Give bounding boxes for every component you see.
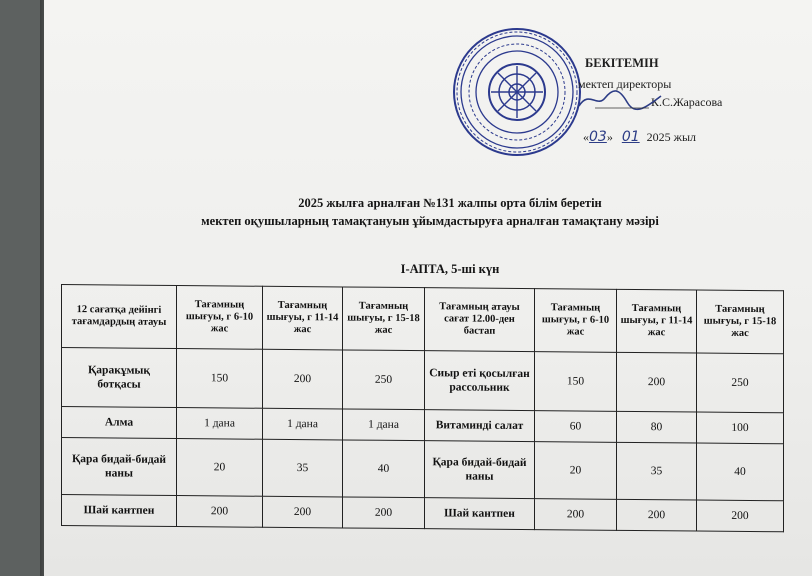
- portion-cell: 200: [617, 352, 697, 412]
- portion-cell: 100: [697, 412, 784, 444]
- portion-cell: 20: [177, 439, 263, 497]
- portion-cell: 80: [617, 411, 697, 443]
- morning-dish: Алма: [62, 407, 177, 439]
- portion-cell: 1 дана: [263, 408, 343, 440]
- table-row: [62, 438, 784, 501]
- portion-cell: 200: [535, 499, 617, 531]
- table-row: [62, 348, 784, 413]
- header-cell: 12 сағатқа дейінгі тағамдардың атауы: [62, 285, 177, 349]
- afternoon-dish: Витаминді салат: [425, 410, 535, 442]
- header-cell: Тағамның шығуы, г 11-14 жас: [263, 286, 343, 350]
- approval-date: [583, 129, 696, 145]
- portion-cell: 60: [535, 411, 617, 443]
- portion-cell: 35: [263, 439, 343, 497]
- afternoon-dish: Шай кантпен: [425, 498, 535, 530]
- heading-line-2: мектеп оқушыларның тамақтануын ұйымдастыруға арналған тамақтану мәзірі: [201, 214, 659, 228]
- portion-cell: 20: [535, 442, 617, 500]
- portion-cell: 40: [343, 440, 425, 498]
- portion-cell: 250: [697, 353, 784, 413]
- date-year: 2025 жыл: [646, 130, 696, 144]
- morning-dish: Қаракұмық ботқасы: [62, 348, 177, 408]
- afternoon-dish: Қара бидай-бидай наны: [425, 441, 535, 499]
- portion-cell: 200: [343, 497, 425, 529]
- afternoon-dish: Сиыр еті қосылған рассольник: [425, 351, 535, 411]
- date-open-quote: «: [583, 130, 589, 144]
- signature: [575, 86, 665, 112]
- portion-cell: 35: [617, 442, 697, 500]
- approval-role: мектеп директоры: [578, 77, 672, 91]
- header-cell: Тағамның шығуы, г 15-18 жас: [343, 287, 425, 351]
- approval-name: К.С.Жарасова: [651, 95, 723, 109]
- portion-cell: 40: [697, 443, 784, 501]
- portion-cell: 200: [617, 499, 697, 531]
- date-close-quote: »: [606, 130, 613, 144]
- portion-cell: 250: [343, 350, 425, 410]
- header-cell: Тағамның атауы сағат 12.00-ден бастап: [425, 288, 535, 352]
- morning-dish: Шай кантпен: [62, 495, 177, 527]
- header-cell: Тағамның шығуы, г 15-18 жас: [697, 290, 784, 354]
- portion-cell: 200: [263, 349, 343, 409]
- header-cell: Тағамның шығуы, г 6-10 жас: [535, 289, 617, 353]
- menu-table: [61, 284, 784, 532]
- portion-cell: 1 дана: [177, 408, 263, 440]
- portion-cell: 200: [177, 496, 263, 528]
- date-day: 03: [589, 129, 607, 145]
- header-cell: Тағамның шығуы, г 11-14 жас: [617, 289, 697, 353]
- portion-cell: 150: [177, 349, 263, 409]
- header-cell: Тағамның шығуы, г 6-10 жас: [177, 286, 263, 350]
- heading-line-1: 2025 жылға арналған №131 жалпы орта білім беретін: [298, 196, 602, 210]
- portion-cell: 200: [263, 496, 343, 528]
- morning-dish: Қара бидай-бидай наны: [62, 438, 177, 496]
- approval-title: БЕКІТЕМІН: [585, 56, 659, 70]
- date-month: 01: [621, 129, 640, 145]
- official-seal-stamp: [451, 26, 583, 158]
- portion-cell: 1 дана: [343, 409, 425, 441]
- table-header-row: [62, 285, 784, 354]
- table-row: [62, 495, 784, 532]
- portion-cell: 200: [697, 500, 784, 532]
- week-day-label: І-АПТА, 5-ші күн: [400, 262, 500, 276]
- portion-cell: 150: [535, 352, 617, 412]
